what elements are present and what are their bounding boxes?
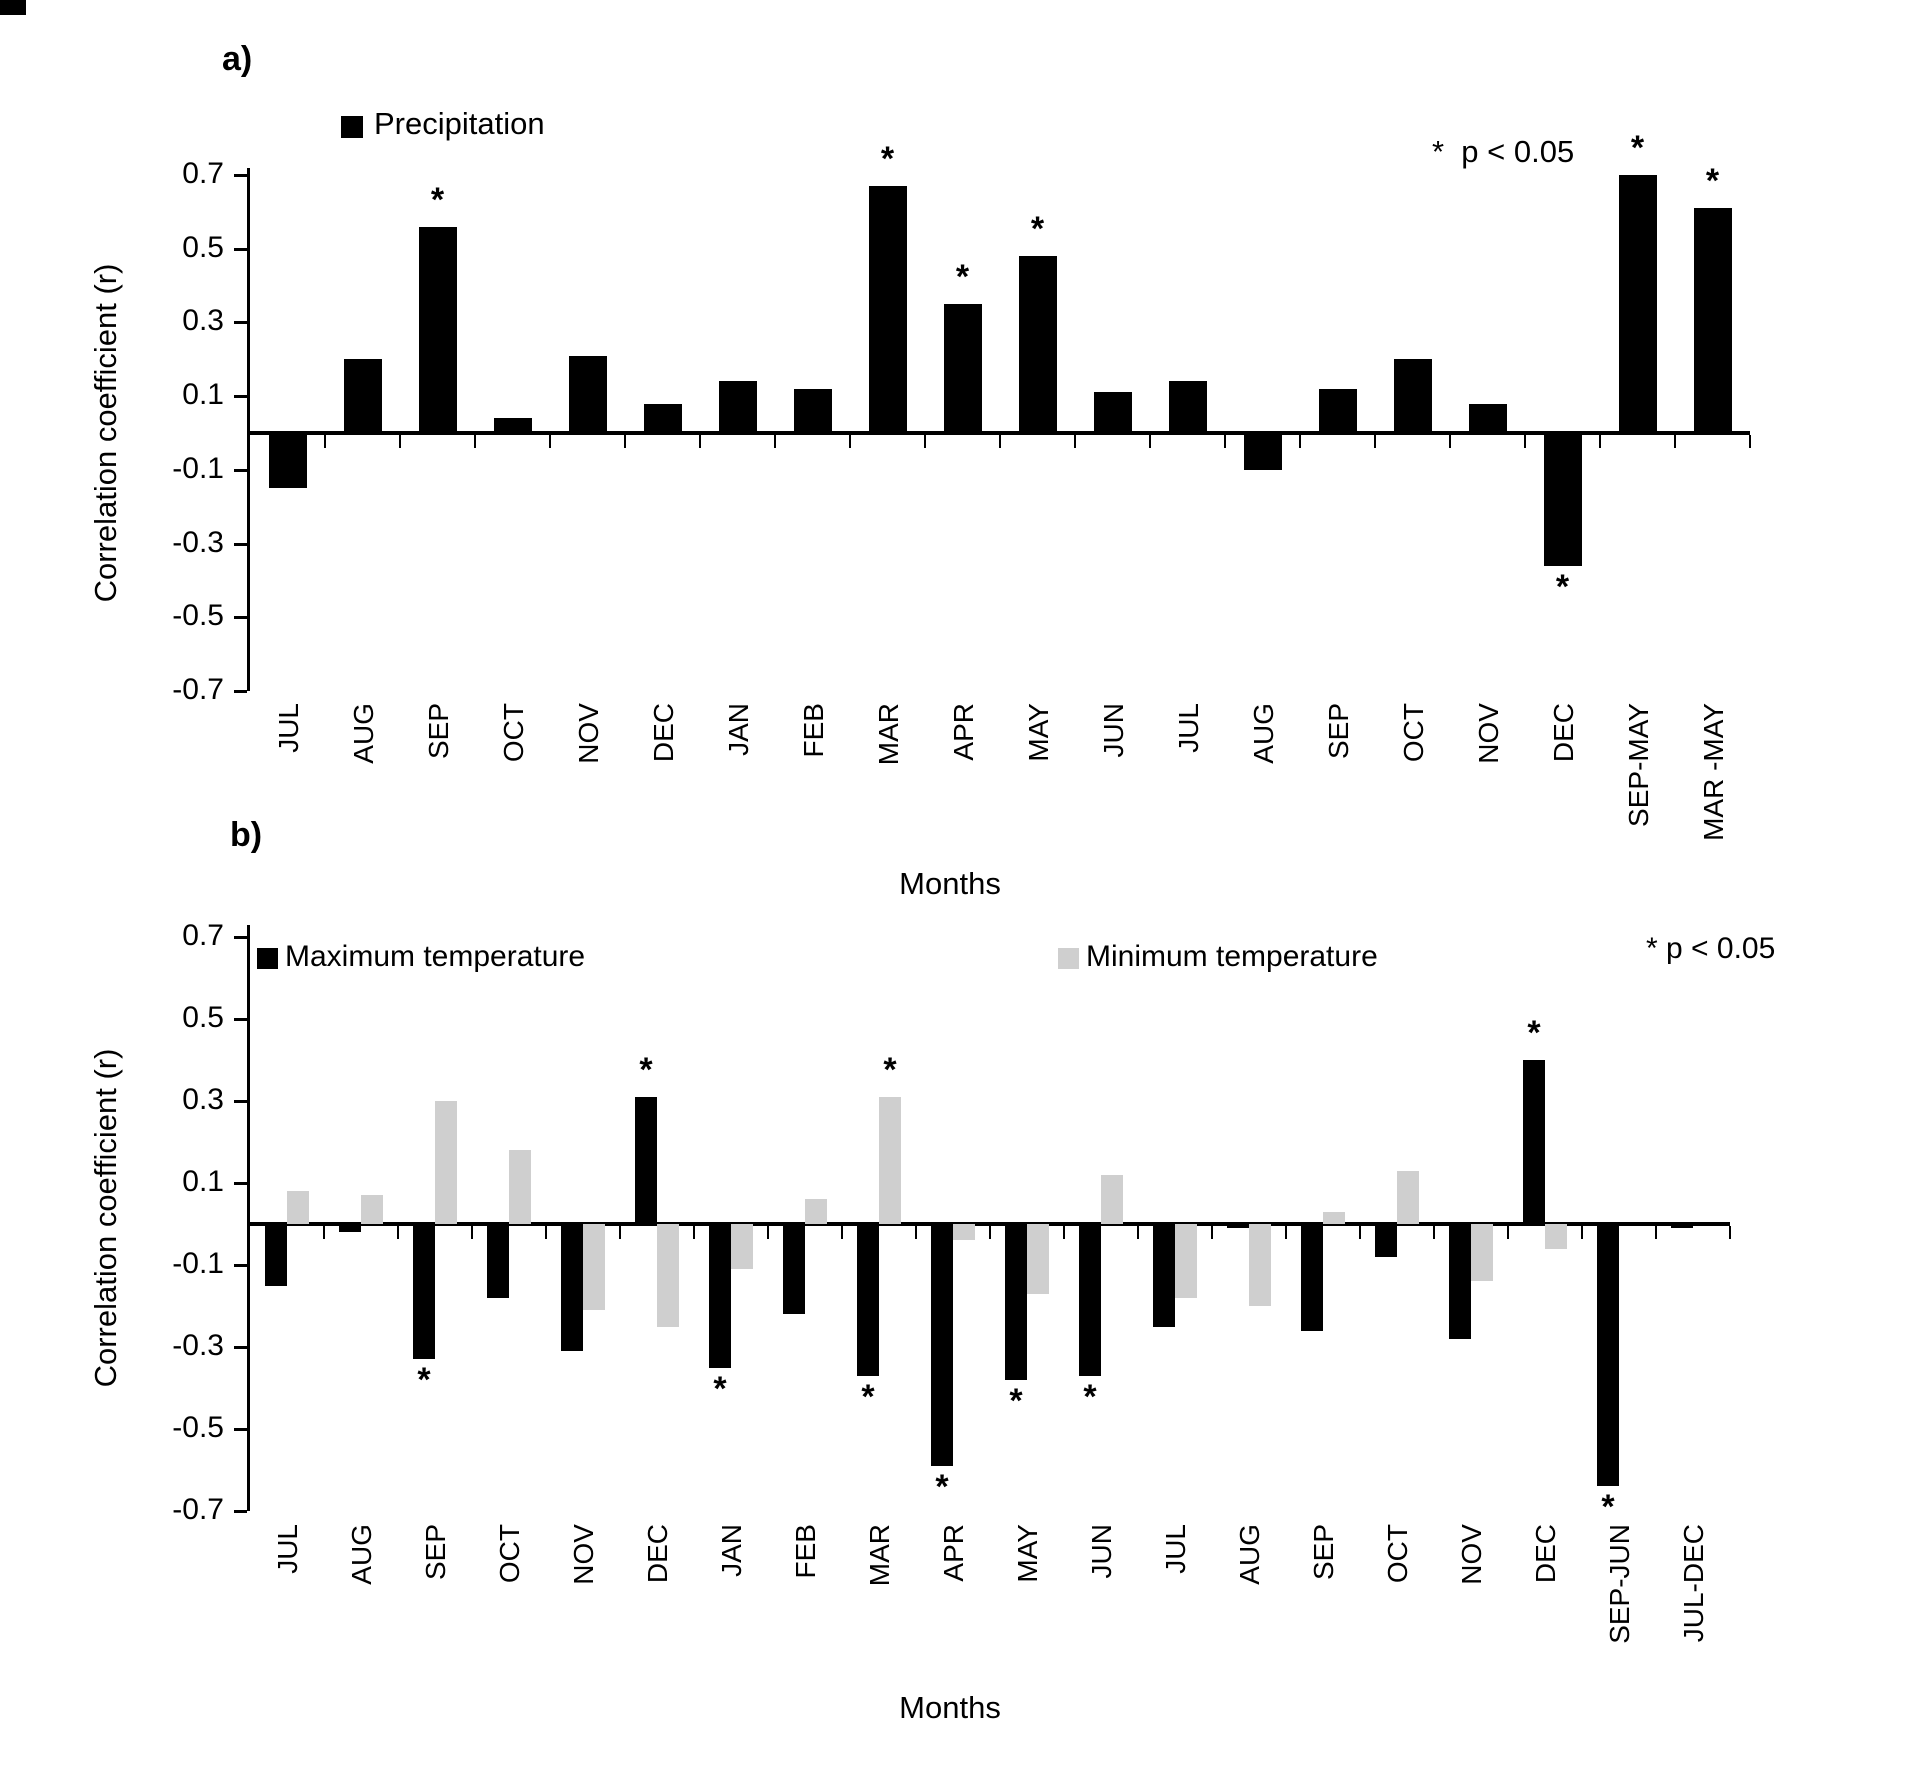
- y-tick-label: 0.5: [182, 230, 224, 264]
- y-tick-label: 0.3: [182, 1083, 224, 1116]
- category-label: JUL: [272, 703, 304, 753]
- x-tick: [767, 1226, 769, 1239]
- category-label: JUN: [1097, 703, 1129, 758]
- x-tick: [1211, 1226, 1213, 1239]
- y-axis-title-a: Correlation coefficient (r): [88, 263, 123, 603]
- y-tick: [234, 321, 247, 324]
- bar: [1153, 1224, 1175, 1327]
- x-tick: [1374, 435, 1376, 448]
- significance-asterisk: *: [1030, 210, 1045, 249]
- bar: [1301, 1224, 1323, 1331]
- x-tick: [1224, 435, 1226, 448]
- category-label: DEC: [1530, 1524, 1561, 1584]
- x-tick: [397, 1226, 399, 1239]
- bar: [719, 381, 757, 433]
- significance-asterisk: *: [1630, 128, 1645, 167]
- significance-asterisk: *: [417, 1361, 431, 1400]
- bar: [419, 227, 457, 433]
- bar: [1597, 1224, 1619, 1486]
- x-tick: [849, 435, 851, 448]
- x-tick: [1524, 435, 1526, 448]
- y-tick-label: -0.5: [172, 1411, 224, 1444]
- bar: [1394, 359, 1432, 433]
- category-label: JUN: [1086, 1524, 1117, 1579]
- significance-asterisk: *: [880, 140, 895, 179]
- bar: [287, 1191, 309, 1224]
- category-label: SEP-JUN: [1604, 1524, 1635, 1644]
- x-tick: [1299, 435, 1301, 448]
- category-label: OCT: [494, 1524, 525, 1584]
- bar: [1545, 1224, 1567, 1249]
- x-tick: [1655, 1226, 1657, 1239]
- y-tick-label: -0.1: [172, 1247, 224, 1280]
- x-tick: [774, 435, 776, 448]
- category-label: NOV: [568, 1524, 599, 1585]
- bar: [857, 1224, 879, 1376]
- significance-asterisk: *: [1527, 1014, 1541, 1052]
- x-tick: [323, 1226, 325, 1239]
- bar: [269, 433, 307, 488]
- bar: [1005, 1224, 1027, 1380]
- bar: [361, 1195, 383, 1224]
- category-label: FEB: [797, 703, 829, 758]
- legend-label-precipitation: Precipitation: [374, 106, 545, 141]
- bar: [657, 1224, 679, 1327]
- bar: [583, 1224, 605, 1310]
- bar: [1323, 1212, 1345, 1224]
- legend-label-minimum-temperature: Minimum temperature: [1086, 940, 1378, 973]
- category-label: NOV: [572, 703, 604, 764]
- bar: [1619, 175, 1657, 433]
- legend-label-maximum-temperature: Maximum temperature: [285, 940, 586, 973]
- category-label: MAR: [872, 703, 904, 766]
- bar: [1019, 256, 1057, 433]
- x-tick: [619, 1226, 621, 1239]
- category-label: JAN: [716, 1524, 747, 1577]
- x-tick: [624, 435, 626, 448]
- y-tick-label: -0.1: [172, 451, 224, 485]
- bar: [1249, 1224, 1271, 1306]
- category-label: DEC: [642, 1524, 673, 1584]
- category-label: AUG: [346, 1524, 377, 1585]
- bar: [1397, 1171, 1419, 1224]
- bar: [731, 1224, 753, 1269]
- y-tick: [234, 248, 247, 251]
- bar: [783, 1224, 805, 1314]
- legend-swatch-precipitation: [341, 116, 363, 138]
- scan-artifact: [0, 0, 26, 15]
- category-label: OCT: [1382, 1524, 1413, 1584]
- significance-asterisk: *: [861, 1377, 875, 1416]
- category-label: FEB: [790, 1524, 821, 1579]
- y-tick-label: -0.5: [172, 599, 224, 633]
- bar: [561, 1224, 583, 1351]
- category-label: SEP-MAY: [1622, 703, 1654, 827]
- bar: [487, 1224, 509, 1298]
- x-tick: [399, 435, 401, 448]
- y-tick-label: 0.1: [182, 1165, 224, 1198]
- bar: [879, 1097, 901, 1224]
- bar: [509, 1150, 531, 1224]
- significance-asterisk: *: [935, 1467, 949, 1506]
- bar: [1094, 392, 1132, 433]
- y-tick-label: -0.3: [172, 525, 224, 559]
- bar: [494, 418, 532, 433]
- x-tick: [841, 1226, 843, 1239]
- bar: [413, 1224, 435, 1359]
- significance-asterisk: *: [1009, 1381, 1023, 1420]
- y-tick: [234, 936, 247, 939]
- y-tick-label: 0.1: [182, 378, 224, 412]
- significance-asterisk: *: [1555, 567, 1570, 606]
- x-tick: [999, 435, 1001, 448]
- y-tick-label: 0.5: [182, 1001, 224, 1034]
- y-tick: [234, 1182, 247, 1185]
- x-tick: [1433, 1226, 1435, 1239]
- x-tick: [1359, 1226, 1361, 1239]
- category-label: JUL: [1172, 703, 1204, 753]
- bar: [569, 356, 607, 433]
- y-tick: [234, 1428, 247, 1431]
- legend-swatch-minimum-temperature: [1058, 948, 1079, 969]
- bar: [265, 1224, 287, 1286]
- x-tick: [1149, 435, 1151, 448]
- category-label: AUG: [1247, 703, 1279, 764]
- y-axis-line: [247, 168, 250, 691]
- significance-asterisk: *: [883, 1050, 897, 1089]
- category-label: SEP: [1322, 703, 1354, 760]
- category-label: MAR: [864, 1524, 895, 1587]
- y-axis-title-b: Correlation coefficient (r): [88, 1048, 123, 1388]
- y-tick: [234, 174, 247, 177]
- bar: [339, 1224, 361, 1232]
- category-label: NOV: [1472, 703, 1504, 764]
- bar: [1101, 1175, 1123, 1224]
- y-tick-label: 0.7: [182, 919, 224, 952]
- category-label: JAN: [722, 703, 754, 756]
- x-tick: [1674, 435, 1676, 448]
- x-tick: [549, 435, 551, 448]
- category-label: MAR -MAY: [1697, 703, 1729, 841]
- bar: [1175, 1224, 1197, 1298]
- bar: [1523, 1060, 1545, 1224]
- x-axis-title-b: Months: [899, 1690, 1001, 1725]
- category-label: APR: [938, 1524, 969, 1582]
- y-tick: [234, 543, 247, 546]
- bar: [1671, 1224, 1693, 1228]
- significance-note-b: * p < 0.05: [1646, 932, 1776, 965]
- category-label: MAY: [1012, 1524, 1043, 1583]
- category-label: AUG: [1234, 1524, 1265, 1585]
- x-tick: [545, 1226, 547, 1239]
- significance-asterisk: *: [1705, 162, 1720, 201]
- significance-asterisk: *: [1083, 1377, 1097, 1416]
- bar: [1227, 1224, 1249, 1228]
- category-label: DEC: [647, 703, 679, 763]
- bar: [1375, 1224, 1397, 1257]
- x-tick: [1285, 1226, 1287, 1239]
- bar: [1244, 433, 1282, 470]
- category-label: OCT: [1397, 703, 1429, 763]
- significance-asterisk: *: [713, 1369, 727, 1408]
- category-label: AUG: [347, 703, 379, 764]
- x-tick: [989, 1226, 991, 1239]
- x-tick: [1749, 435, 1751, 448]
- x-tick: [915, 1226, 917, 1239]
- x-tick: [1449, 435, 1451, 448]
- panel-a-label: a): [222, 40, 253, 78]
- bar: [1469, 404, 1507, 433]
- x-tick: [1074, 435, 1076, 448]
- bar: [709, 1224, 731, 1368]
- significance-asterisk: *: [430, 180, 445, 219]
- bar: [953, 1224, 975, 1240]
- bar: [1169, 381, 1207, 433]
- x-tick: [324, 435, 326, 448]
- bar: [944, 304, 982, 433]
- significance-asterisk: *: [955, 257, 970, 296]
- y-tick-label: 0.7: [182, 156, 224, 190]
- category-label: DEC: [1547, 703, 1579, 763]
- category-label: JUL: [272, 1524, 303, 1574]
- category-label: NOV: [1456, 1524, 1487, 1585]
- y-tick-label: 0.3: [182, 304, 224, 338]
- bar: [1027, 1224, 1049, 1294]
- y-tick: [234, 469, 247, 472]
- x-tick: [1729, 1226, 1731, 1239]
- category-label: MAY: [1022, 703, 1054, 762]
- category-label: OCT: [497, 703, 529, 763]
- bar: [794, 389, 832, 433]
- y-tick: [234, 1100, 247, 1103]
- y-tick: [234, 1346, 247, 1349]
- x-tick: [1507, 1226, 1509, 1239]
- bar: [644, 404, 682, 433]
- y-tick: [234, 1264, 247, 1267]
- x-tick: [1137, 1226, 1139, 1239]
- bar: [1319, 389, 1357, 433]
- bar: [1471, 1224, 1493, 1281]
- panel-b-label: b): [230, 816, 263, 854]
- y-tick: [234, 1510, 247, 1513]
- x-tick: [474, 435, 476, 448]
- significance-note-a: * p < 0.05: [1432, 134, 1575, 169]
- category-label: JUL: [1160, 1524, 1191, 1574]
- legend-swatch-maximum-temperature: [257, 948, 278, 969]
- x-tick: [1599, 435, 1601, 448]
- category-label: JUL-DEC: [1678, 1524, 1709, 1643]
- x-axis-title-a: Months: [899, 866, 1001, 901]
- bar: [435, 1101, 457, 1224]
- bar: [931, 1224, 953, 1466]
- bar: [1694, 208, 1732, 433]
- bar: [1079, 1224, 1101, 1376]
- category-label: APR: [947, 703, 979, 761]
- y-axis-line: [247, 925, 250, 1511]
- bar: [635, 1097, 657, 1224]
- y-tick: [234, 395, 247, 398]
- x-tick: [1581, 1226, 1583, 1239]
- y-tick: [234, 690, 247, 693]
- bar: [1544, 433, 1582, 566]
- x-tick: [1063, 1226, 1065, 1239]
- bar: [869, 186, 907, 433]
- y-tick-label: -0.7: [172, 673, 224, 707]
- y-tick: [234, 1018, 247, 1021]
- x-tick: [693, 1226, 695, 1239]
- x-tick: [699, 435, 701, 448]
- category-label: SEP: [1308, 1524, 1339, 1581]
- bar: [805, 1199, 827, 1224]
- category-label: SEP: [422, 703, 454, 760]
- y-tick: [234, 616, 247, 619]
- category-label: SEP: [420, 1524, 451, 1581]
- bar: [1449, 1224, 1471, 1339]
- y-tick-label: -0.3: [172, 1329, 224, 1362]
- y-tick-label: -0.7: [172, 1493, 224, 1526]
- significance-asterisk: *: [639, 1050, 653, 1089]
- bar: [344, 359, 382, 433]
- x-tick: [924, 435, 926, 448]
- x-tick: [471, 1226, 473, 1239]
- significance-asterisk: *: [1601, 1488, 1615, 1527]
